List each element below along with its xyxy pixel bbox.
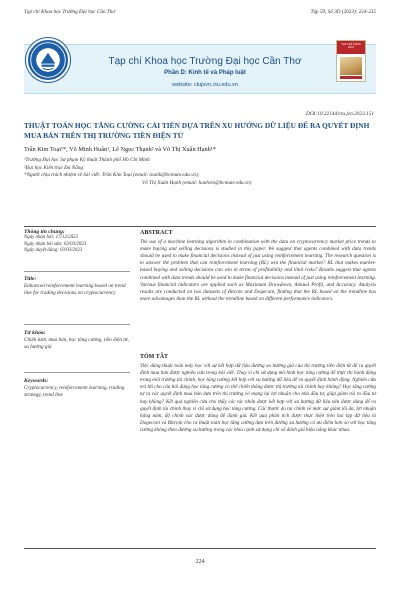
abstract-text: The use of a machine learning algorithm in combination with the data on cryptocurrency market price trends to make buying and selling decisions is studied in this paper. We suggest that agents combined with data trends should be used to make financial decisions instead of just using reinforcement learning. The research question is to answer the problem that can reinforcement learning (RL) win the financial market? RL that makes market-based buying and selling decisions can win in terms of profitability and limit risks? Results suggest that agents combined with data trends should be used to make financial decisions instead of just using reinforcement learning. Various financial indicators are applied such as Maximum Drawdown, Annual Profit, and Accuracy. Analysis results are conducted on two datasets of Bitcoin and Dogecoin, finding that the RL based on the trendline has more advantages than the RL without the trendline based on different performance indicators. <box>140 239 377 302</box>
summary-text: Việc dùng thuật toán máy học với sự kết hợp dữ liệu đường xu hướng giá của thị trường tiền điện tử để ra quyết định mua bán được nghiên cứu trong bài viết. Thay vì chỉ sử dụng mô hình học tăng cường để thực thi hành động trong môi trường tài chính, học tăng cường kết hợp với xu hướng dữ liệu để ra quyết định hành động. Nghiên cứu trả lời cho câu hỏi đúng học tăng cường có thể chiến thắng được thị trường tài chính hay không? Học tăng cường tự ra các quyết định mua bán dựa trên thị trường có mang lại lợi nhuận cho nhà đầu tư, giúp giảm rủi ro đầu tư hay không? Kết quả nghiên cứu cho thấy các tác nhân được kết hợp với xu hướng dữ liệu nên được dùng để ra quyết định tài chính thay vì chỉ sử dụng học tăng cường. Các thước đo tài chính về mức sụt giảm tối đa, lợi nhuận hằng năm, độ chính xác được dùng để đánh giá. Kết quả phân tích được thực hiện trên hai tập dữ liệu là Dogecoin và Bitcoin cho ra thuật toán học tăng cường dựa trên đường xu hướng có ưu điểm hơn so với học tăng cường không theo đường xu hướng trong các khía cạnh sử dụng chỉ số đánh giá hiệu năng khác nhau. <box>140 363 376 433</box>
divider-bottom <box>24 548 376 549</box>
summary-section <box>140 354 376 434</box>
affiliation-2: ²Đại học Kiến trúc Đà Nẵng <box>24 165 84 171</box>
received-date: Ngày nhận bài: 17/12/2022 <box>24 235 78 240</box>
abstract-heading: ABSTRACT <box>140 230 173 236</box>
revised-date: Ngày nhận bài sửa: 03/03/2023 <box>24 241 87 247</box>
running-header-issue: Tập 59, Số 3D (2023): 224-235 <box>310 9 376 15</box>
abstract-section <box>140 230 376 303</box>
accepted-date: Ngày duyệt đăng: 03/03/2023 <box>24 248 83 254</box>
vietnamese-keywords-block <box>24 330 130 351</box>
left-divider-2 <box>24 324 130 325</box>
english-title-heading: Title: <box>24 276 37 282</box>
doi: DOI:10.22144/ctu.jvn.2023.151 <box>306 111 374 117</box>
english-title-text: Enhanced reinforcement learning based on trend line for trading decisions on cryptocurrency <box>24 283 126 297</box>
english-keywords-text: Cryptocurrency, reinforcement learning, trading strategy, trend line <box>24 385 125 399</box>
left-divider-1 <box>24 271 130 272</box>
corresponding-author: *Người chịu trách nhiệm về bài viết: Trần Kim Toại (email: toaitk@hcmute.edu.vn); <box>24 172 200 178</box>
article-info <box>24 229 134 255</box>
divider-top <box>24 226 376 227</box>
journal-website: website: ctujsvn.ctu.edu.vn <box>172 82 238 88</box>
cover-label: TẠP CHÍ KHOA HỌC <box>341 42 361 50</box>
page-number: 224 <box>195 559 205 565</box>
university-seal-logo <box>26 38 70 82</box>
journal-section: Phần D: Kinh tế và Pháp luật <box>164 70 246 76</box>
running-header-journal: Tạp chí Khoa học Trường Đại học Cần Thơ <box>24 9 116 15</box>
journal-cover-thumbnail <box>336 40 366 82</box>
english-keywords-heading: Keywords: <box>24 378 49 384</box>
journal-title: Tạp chí Khoa học Trường Đại học Cần Thơ <box>108 56 302 67</box>
vietnamese-keywords-heading: Từ khóa: <box>24 330 46 336</box>
corresponding-author-2: Võ Thị Xuân Hạnh (email: hanhvtx@hcmute.edu.vn) <box>142 180 252 186</box>
running-header <box>24 9 376 21</box>
vietnamese-keywords-text: Chiến lược mua bán, học tăng cường, tiền điện tử, xu hướng giá <box>24 337 129 351</box>
english-keywords-block <box>24 378 130 399</box>
affiliation-1: ¹Trường Đại học Sư phạm Kỹ thuật Thành phố Hồ Chí Minh <box>24 157 150 163</box>
authors: Trần Kim Toại¹*, Võ Minh Huân¹, Lê Ngọc Thạnh² và Võ Thị Xuân Hạnh¹* <box>24 146 216 153</box>
left-divider-3 <box>24 372 130 373</box>
info-heading: Thông tin chung: <box>24 229 65 235</box>
summary-heading: TÓM TẮT <box>140 354 169 360</box>
article-title: THUẬT TOÁN HỌC TĂNG CƯỜNG CẢI TIẾN DỰA TRÊN XU HƯỚNG DỮ LIỆU ĐỂ RA QUYẾT ĐỊNH MUA BÁN TRÊN THỊ TRƯỜNG TIỀN ĐIỆN TỬ <box>24 121 370 140</box>
english-title-block <box>24 276 130 297</box>
